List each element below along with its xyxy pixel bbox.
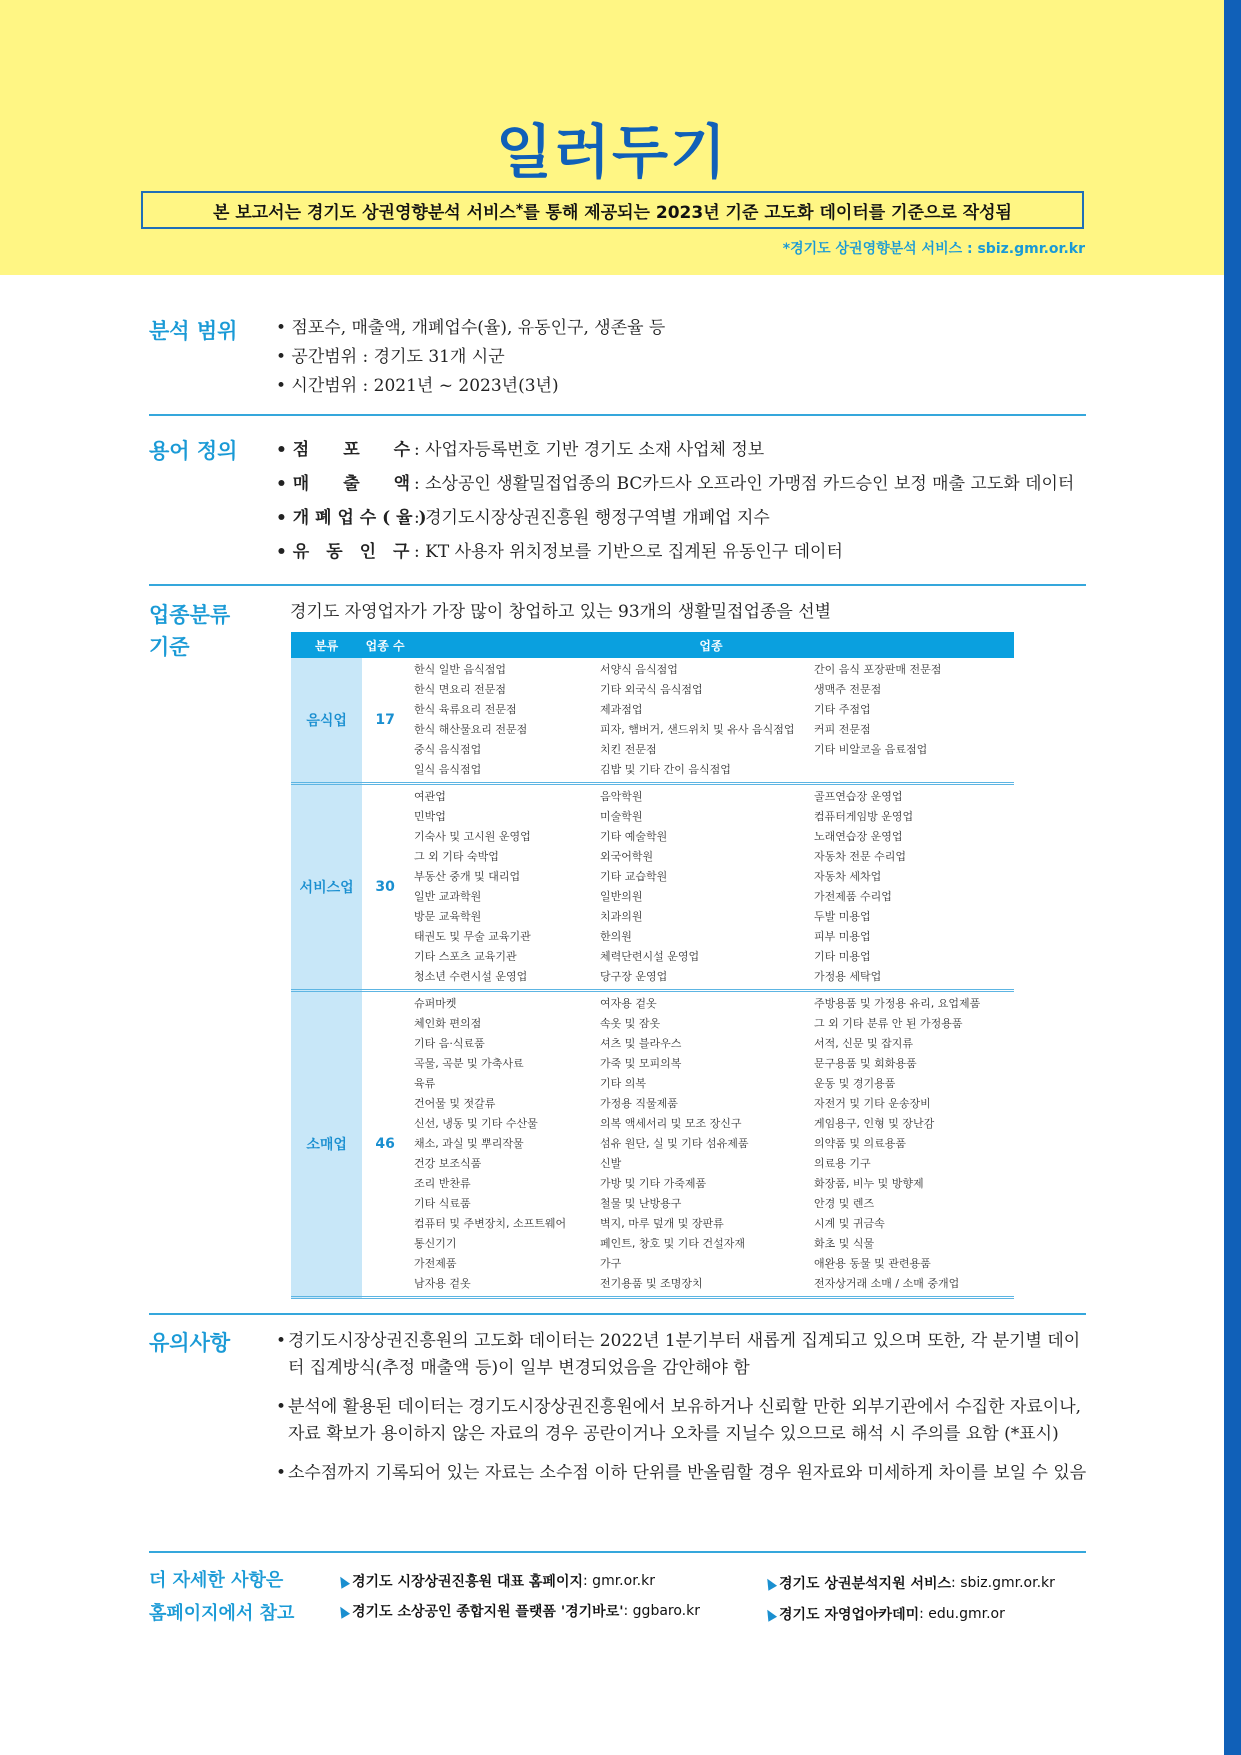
term-desc: : 소상공인 생활밀접업종의 BC카드사 오프라인 가맹점 카드승인 보정 매출 고도화 데이터 — [414, 474, 1075, 494]
industry-item: 한식 면요리 전문점 — [414, 683, 507, 696]
terms-list — [276, 433, 1074, 569]
industry-item: 가죽 및 모피의복 — [600, 1057, 682, 1070]
industry-item: 채소, 과실 및 뿌리작물 — [414, 1137, 524, 1150]
industry-item: 체인화 편의점 — [414, 1017, 482, 1030]
table-header-category: 분류 — [291, 632, 362, 658]
term-name: • 매 출 액 — [276, 474, 411, 494]
industry-item: 골프연습장 운영업 — [814, 790, 903, 803]
industry-item: 서양식 음식점업 — [600, 663, 678, 676]
table-row — [291, 784, 1014, 991]
industry-item: 자동차 세차업 — [814, 870, 882, 883]
industry-item: 기타 음·식료품 — [414, 1037, 485, 1050]
industry-item: 외국어학원 — [600, 850, 654, 863]
industry-item: 철물 및 난방용구 — [600, 1197, 682, 1210]
classification-label-line2: 기준 — [149, 635, 190, 659]
table-group-service — [291, 784, 1014, 991]
link-name: 경기도 상권분석지원 서비스 — [779, 1576, 952, 1592]
note-item: • 소수점까지 기록되어 있는 자료는 소수점 이하 단위를 반올림할 경우 원자료와 미세하게 차이를 보일 수 있음 — [276, 1460, 1092, 1487]
footer-label-line2: 홈페이지에서 참고 — [149, 1603, 295, 1624]
subtitle-text-post: 를 통해 제공되는 2023년 기준 고도화 데이터를 기준으로 작성됨 — [523, 202, 1012, 223]
industry-item: 기타 외국식 음식점업 — [600, 683, 703, 696]
industry-item: 일반의원 — [600, 890, 643, 903]
cursor-arrow-icon — [336, 1604, 350, 1619]
industry-item: 여관업 — [414, 790, 446, 803]
table-header-count: 업종 수 — [362, 632, 408, 658]
industry-item: 가구 — [600, 1257, 622, 1270]
term-desc: : 사업자등록번호 기반 경기도 소재 사업체 정보 — [414, 440, 765, 460]
industry-item: 음악학원 — [600, 790, 643, 803]
industry-item: 의약품 및 의료용품 — [814, 1137, 907, 1150]
industry-item: 육류 — [414, 1077, 436, 1090]
source-note: *경기도 상권영향분석 서비스 : sbiz.gmr.or.kr — [782, 241, 1085, 257]
industry-item: 안경 및 렌즈 — [814, 1197, 875, 1210]
table-header-industries: 업종 — [408, 632, 1014, 658]
link-name: 경기도 시장상권진흥원 대표 홈페이지 — [352, 1574, 584, 1590]
note-text: 경기도시장상권진흥원의 고도화 데이터는 2022년 1분기부터 새롭게 집계되고 있으며 또한, 각 분기별 데이터 집계방식(추정 매출액 등)이 일부 변경되었음을 감안해야 함 — [288, 1331, 1081, 1378]
industry-item: 간이 음식 포장판매 전문점 — [814, 663, 942, 676]
industry-item: 한식 일반 음식점업 — [414, 663, 507, 676]
industry-item: 통신기기 — [414, 1237, 457, 1250]
industry-item: 신발 — [600, 1157, 622, 1170]
subtitle-box — [141, 191, 1084, 229]
footer-label — [149, 1564, 294, 1630]
industry-item: 중식 음식점업 — [414, 743, 482, 756]
industry-item: 한식 육류요리 전문점 — [414, 703, 517, 716]
section-divider — [149, 414, 1086, 416]
industry-item: 노래연습장 운영업 — [814, 830, 903, 843]
term-desc: : KT 사용자 위치정보를 기반으로 집계된 유동인구 데이터 — [414, 542, 843, 562]
industry-item: 제과점업 — [600, 703, 643, 716]
term-row — [276, 433, 1074, 467]
industry-item: 시계 및 귀금속 — [814, 1217, 885, 1230]
group-items — [414, 787, 1014, 987]
link-url: : ggbaro.kr — [623, 1603, 700, 1619]
group-name: 소매업 — [291, 991, 362, 1298]
industry-item — [814, 760, 1014, 780]
industry-item: 남자용 겉옷 — [414, 1277, 471, 1290]
industry-item: 부동산 중개 및 대리업 — [414, 870, 521, 883]
term-row — [276, 467, 1074, 501]
industry-item: 기타 교습학원 — [600, 870, 668, 883]
industry-item: 기타 주점업 — [814, 703, 871, 716]
industry-item: 컴퓨터 및 주변장치, 소프트웨어 — [414, 1217, 567, 1230]
section-divider — [149, 584, 1086, 586]
footer-link-ggbaro[interactable] — [338, 1601, 700, 1621]
industry-item: 전기용품 및 조명장치 — [600, 1277, 703, 1290]
industry-item: 민박업 — [414, 810, 446, 823]
industry-item: 건강 보조식품 — [414, 1157, 482, 1170]
table-group-retail — [291, 991, 1014, 1298]
terms-label: 용어 정의 — [149, 439, 238, 463]
industry-item: 태권도 및 무술 교육기관 — [414, 930, 531, 943]
scope-item: • 공간범위 : 경기도 31개 시군 — [276, 347, 505, 367]
industry-item: 미술학원 — [600, 810, 643, 823]
link-url: : edu.gmr.or — [919, 1606, 1005, 1622]
industry-item: 한식 해산물요리 전문점 — [414, 723, 528, 736]
industry-item: 기타 미용업 — [814, 950, 871, 963]
table-row — [291, 658, 1014, 784]
note-text: 분석에 활용된 데이터는 경기도시장상권진흥원에서 보유하거나 신뢰할 만한 외부기관에서 수집한 자료이나, 자료 확보가 용이하지 않은 자료의 경우 공란이거나 오차를 지닐수 있으므로 해석 시 주의를 요함 (*표시) — [288, 1397, 1082, 1444]
cursor-arrow-icon — [763, 1607, 777, 1622]
classification-label-line1: 업종분류 — [149, 603, 231, 627]
scope-label: 분석 범위 — [149, 319, 238, 343]
group-items — [414, 660, 1014, 780]
industry-item: 화장품, 비누 및 방향제 — [814, 1177, 924, 1190]
notes-list — [276, 1328, 1092, 1499]
subtitle-star: * — [515, 202, 524, 218]
industry-item: 의료용 기구 — [814, 1157, 871, 1170]
group-count: 46 — [375, 1136, 395, 1152]
table-row — [291, 991, 1014, 1298]
note-item: • 분석에 활용된 데이터는 경기도시장상권진흥원에서 보유하거나 신뢰할 만한 외부기관에서 수집한 자료이나, 자료 확보가 용이하지 않은 자료의 경우 공란이거나 오차를 지닐수 있으므로 해석 시 주의를 요함 (*표시) — [276, 1394, 1092, 1448]
term-name: • 점 포 수 — [276, 440, 411, 460]
industry-item: 페인트, 창호 및 기타 건설자재 — [600, 1237, 745, 1250]
note-item: • 경기도시장상권진흥원의 고도화 데이터는 2022년 1분기부터 새롭게 집계되고 있으며 또한, 각 분기별 데이터 집계방식(추정 매출액 등)이 일부 변경되었음을 감안해야 함 — [276, 1328, 1092, 1382]
right-edge-stripe — [1224, 0, 1241, 1755]
industry-item: 벽지, 마루 덮개 및 장판류 — [600, 1217, 724, 1230]
industry-item: 피자, 햄버거, 샌드위치 및 유사 음식점업 — [600, 723, 795, 736]
industry-item: 청소년 수련시설 운영업 — [414, 970, 528, 983]
industry-item: 가방 및 기타 가죽제품 — [600, 1177, 707, 1190]
footer-link-sbiz[interactable] — [765, 1573, 1055, 1593]
industry-item: 곡물, 곡분 및 가축사료 — [414, 1057, 524, 1070]
cursor-arrow-icon — [763, 1576, 777, 1591]
industry-item: 자전거 및 기타 운송장비 — [814, 1097, 931, 1110]
footer-label-line1: 더 자세한 사항은 — [149, 1570, 284, 1591]
term-name: • 개 폐 업 수 ( 율 ) — [276, 508, 427, 528]
group-count: 30 — [375, 879, 395, 895]
industry-item: 운동 및 경기용품 — [814, 1077, 896, 1090]
industry-item: 조리 반찬류 — [414, 1177, 471, 1190]
term-row — [276, 535, 1074, 569]
page-title: 일러두기 — [495, 118, 729, 186]
industry-item: 게임용구, 인형 및 장난감 — [814, 1117, 935, 1130]
industry-item: 기타 비알코올 음료점업 — [814, 743, 928, 756]
classification-intro: 경기도 자영업자가 가장 많이 창업하고 있는 93개의 생활밀접업종을 선별 — [290, 602, 832, 622]
industry-item: 커피 전문점 — [814, 723, 871, 736]
industry-item: 치과의원 — [600, 910, 643, 923]
industry-item: 신선, 냉동 및 기타 수산물 — [414, 1117, 538, 1130]
industry-item: 문구용품 및 회화용품 — [814, 1057, 917, 1070]
table-group-food — [291, 658, 1014, 784]
industry-item: 의복 액세서리 및 모조 장신구 — [600, 1117, 742, 1130]
industry-item: 기타 스포츠 교육기관 — [414, 950, 517, 963]
industry-item: 일식 음식점업 — [414, 763, 482, 776]
industry-item: 서적, 신문 및 잡지류 — [814, 1037, 913, 1050]
industry-item: 가전제품 — [414, 1257, 457, 1270]
industry-item: 치킨 전문점 — [600, 743, 657, 756]
industry-item: 셔츠 및 블라우스 — [600, 1037, 682, 1050]
industry-item: 생맥주 전문점 — [814, 683, 882, 696]
term-row — [276, 501, 1074, 535]
industry-table — [291, 632, 1014, 1299]
industry-item: 자동차 전문 수리업 — [814, 850, 907, 863]
industry-item: 가전제품 수리업 — [814, 890, 892, 903]
group-name: 서비스업 — [291, 784, 362, 991]
industry-item: 컴퓨터게임방 운영업 — [814, 810, 914, 823]
cursor-arrow-icon — [336, 1574, 350, 1589]
group-items — [414, 994, 1014, 1294]
industry-item: 여자용 겉옷 — [600, 997, 657, 1010]
industry-item: 슈퍼마켓 — [414, 997, 457, 1010]
note-text: 소수점까지 기록되어 있는 자료는 소수점 이하 단위를 반올림할 경우 원자료와 미세하게 차이를 보일 수 있음 — [288, 1463, 1087, 1483]
industry-item: 주방용품 및 가정용 유리, 요업제품 — [814, 997, 981, 1010]
link-url: : gmr.or.kr — [583, 1573, 655, 1589]
industry-item: 체력단련시설 운영업 — [600, 950, 700, 963]
industry-item: 기타 의복 — [600, 1077, 647, 1090]
footer-link-gmr[interactable] — [338, 1571, 655, 1591]
industry-item: 가정용 세탁업 — [814, 970, 882, 983]
scope-list — [276, 314, 665, 401]
industry-item: 가정용 직물제품 — [600, 1097, 678, 1110]
industry-item: 속옷 및 잠옷 — [600, 1017, 661, 1030]
term-desc: : 경기도시장상권진흥원 행정구역별 개폐업 지수 — [414, 508, 770, 528]
industry-item: 그 외 기타 숙박업 — [414, 850, 499, 863]
scope-item: • 시간범위 : 2021년 ~ 2023년(3년) — [276, 376, 559, 396]
industry-item: 피부 미용업 — [814, 930, 871, 943]
industry-item: 전자상거래 소매 / 소매 중개업 — [814, 1277, 960, 1290]
industry-item: 당구장 운영업 — [600, 970, 668, 983]
link-name: 경기도 소상공인 종합지원 플랫폼 '경기바로' — [352, 1604, 624, 1620]
group-name: 음식업 — [291, 658, 362, 784]
footer-link-edu[interactable] — [765, 1604, 1005, 1624]
industry-item: 그 외 기타 분류 안 된 가정용품 — [814, 1017, 963, 1030]
industry-item: 건어물 및 젓갈류 — [414, 1097, 496, 1110]
link-url: : sbiz.gmr.or.kr — [951, 1575, 1055, 1591]
industry-item: 두발 미용업 — [814, 910, 871, 923]
industry-item: 화초 및 식물 — [814, 1237, 875, 1250]
industry-item: 기타 예술학원 — [600, 830, 668, 843]
link-name: 경기도 자영업아카데미 — [779, 1607, 920, 1623]
section-divider — [149, 1313, 1086, 1315]
industry-item: 기타 식료품 — [414, 1197, 471, 1210]
group-count: 17 — [375, 712, 395, 728]
industry-item: 일반 교과학원 — [414, 890, 482, 903]
term-name: • 유 동 인 구 — [276, 542, 410, 562]
industry-item: 섬유 원단, 실 및 기타 섬유제품 — [600, 1137, 749, 1150]
scope-item: • 점포수, 매출액, 개폐업수(율), 유동인구, 생존율 등 — [276, 318, 666, 338]
industry-item: 김밥 및 기타 간이 음식점업 — [600, 763, 731, 776]
section-divider — [149, 1551, 1086, 1553]
industry-item: 방문 교육학원 — [414, 910, 482, 923]
subtitle-text-pre: 본 보고서는 경기도 상권영향분석 서비스 — [213, 202, 516, 223]
classification-label — [149, 599, 230, 663]
notes-label: 유의사항 — [149, 1331, 231, 1355]
industry-item: 기숙사 및 고시원 운영업 — [414, 830, 531, 843]
industry-item: 애완용 동물 및 관련용품 — [814, 1257, 931, 1270]
industry-item: 한의원 — [600, 930, 632, 943]
